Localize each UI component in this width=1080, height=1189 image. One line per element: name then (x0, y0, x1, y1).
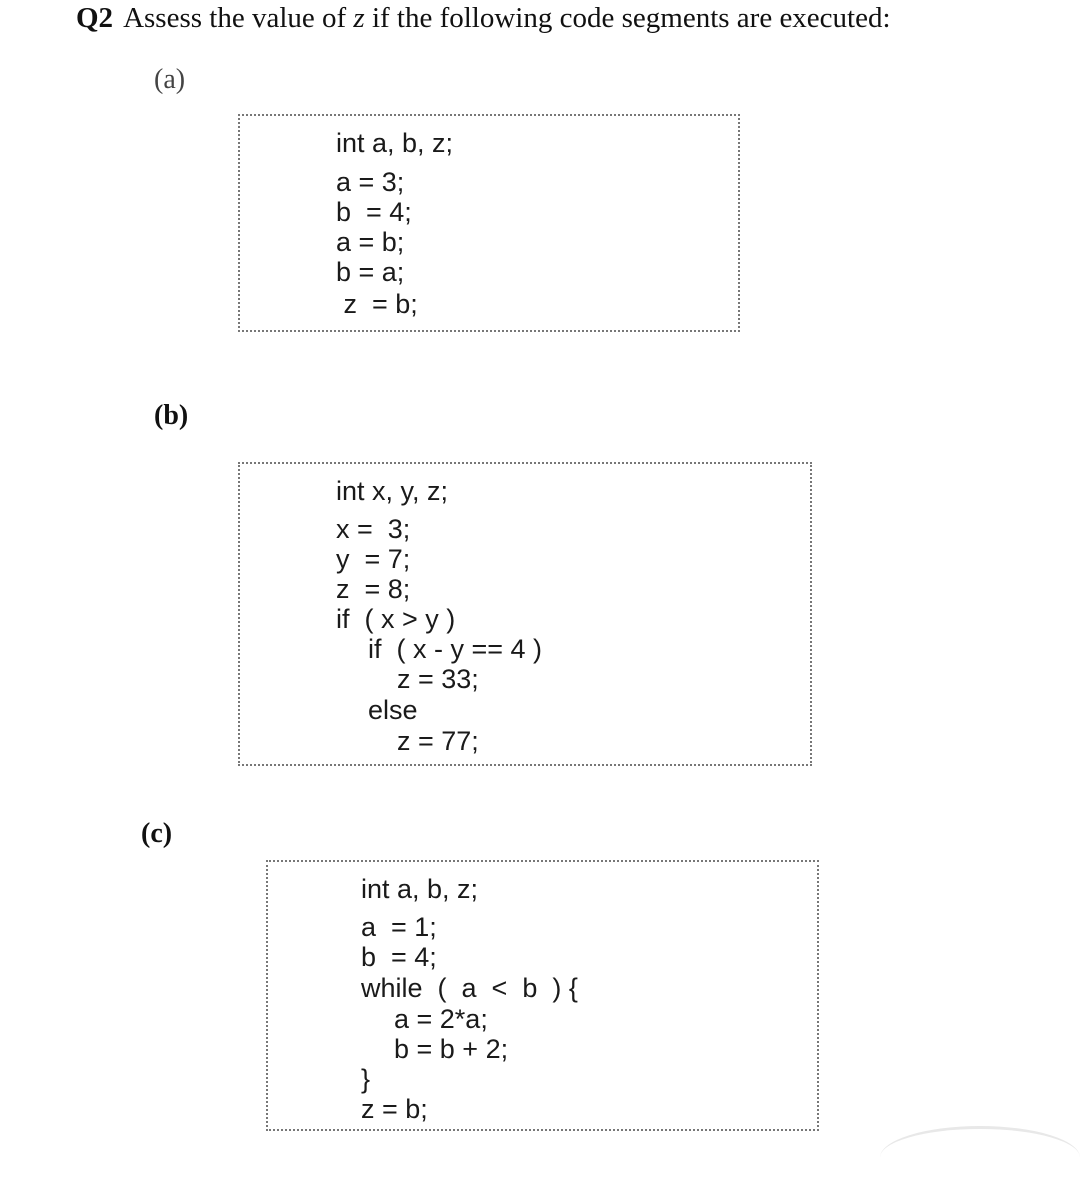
code-line: a = b; (336, 227, 405, 257)
question-number: Q2 (76, 2, 114, 34)
code-line: b = b + 2; (394, 1034, 509, 1064)
code-line: b = a; (336, 257, 405, 287)
code-line: if ( x > y ) (336, 604, 456, 634)
code-line: b = 4; (361, 942, 437, 972)
code-line: y = 7; (336, 544, 411, 574)
code-line: while ( a < b ) { (361, 973, 578, 1003)
code-line: int a, b, z; (336, 128, 454, 158)
code-line: z = b; (361, 1094, 428, 1124)
code-line: if ( x - y == 4 ) (368, 634, 543, 664)
code-line: int a, b, z; (361, 874, 479, 904)
part-c-label: (c) (141, 818, 173, 849)
code-box-a (238, 114, 740, 332)
decorative-arc (880, 1126, 1080, 1189)
question-variable: z (353, 2, 365, 34)
code-line: } (361, 1064, 371, 1094)
code-line: else (368, 695, 418, 725)
code-line: z = 8; (336, 574, 411, 604)
code-box-b (238, 462, 812, 766)
question-text-after: if the following code segments are executed: (371, 2, 891, 34)
code-line: z = b; (336, 289, 418, 319)
code-line: int x, y, z; (336, 476, 449, 506)
code-line: a = 1; (361, 912, 437, 942)
code-line: z = 33; (397, 664, 479, 694)
code-line: a = 3; (336, 167, 405, 197)
code-line: b = 4; (336, 197, 412, 227)
code-line: z = 77; (397, 726, 479, 756)
code-line: x = 3; (336, 514, 411, 544)
part-a-label: (a) (154, 64, 186, 95)
code-line: a = 2*a; (394, 1004, 488, 1034)
question-text-before: Assess the value of (123, 2, 347, 34)
part-b-label: (b) (154, 400, 189, 431)
question-heading (76, 0, 891, 36)
